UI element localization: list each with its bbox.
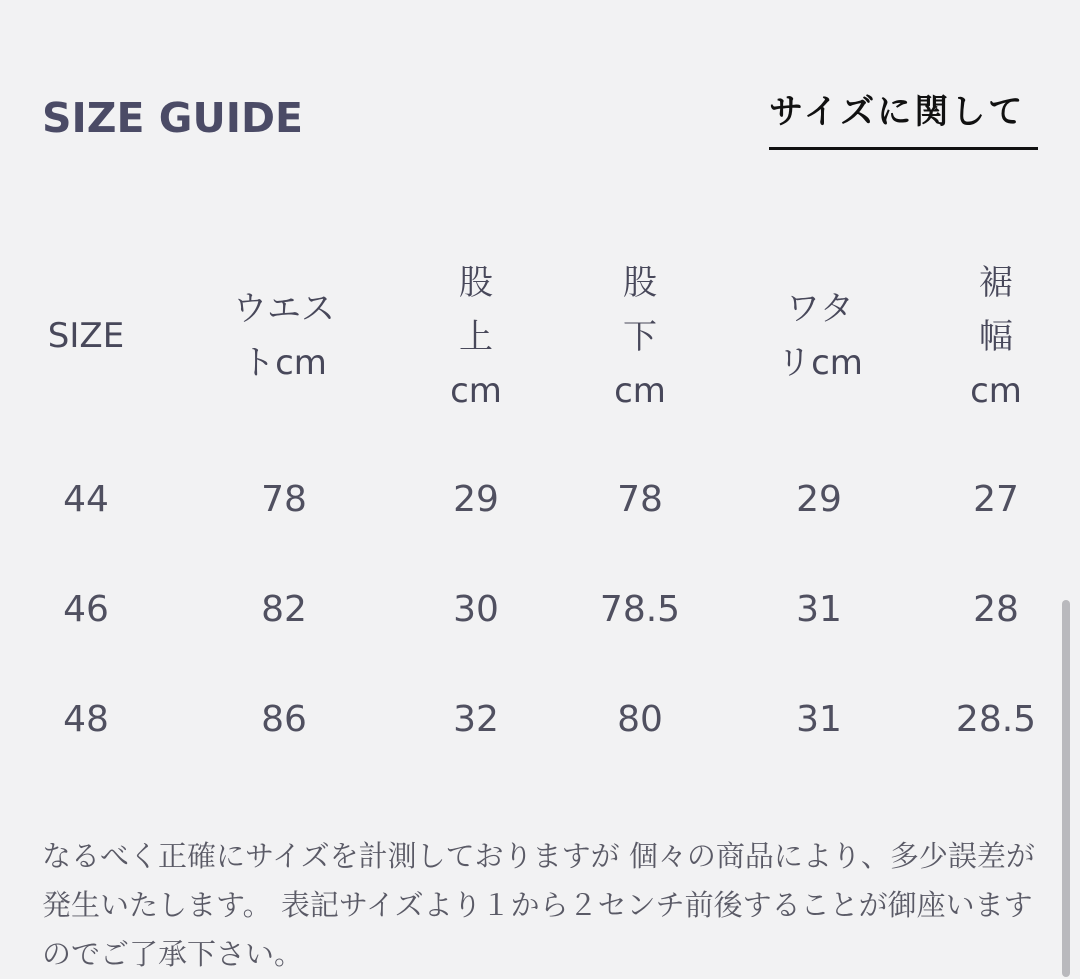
col-header-hem: 裾 幅 cm [970,263,1022,411]
col-header-thigh: ワタ リcm [777,289,863,383]
col-header-size: SIZE [47,316,125,356]
col-header-inseam: 股 下 cm [614,263,666,411]
table-cell: 80 [617,699,663,740]
table-cell: 32 [453,699,499,740]
table-cell: 78.5 [599,589,681,630]
measurement-note: なるべく正確にサイズを計測しておりますが 個々の商品により、多少誤差が発生いたします。 表記サイズより１から２センチ前後することが御座いますのでご了承下さい。 [42,839,1035,971]
table-cell: 28.5 [955,699,1037,740]
about-size-link[interactable]: サイズに関して [769,84,1038,150]
table-cell: 78 [261,479,307,520]
table-cell: 48 [63,699,109,740]
table-cell: 82 [261,589,307,630]
page-title: SIZE GUIDE [42,94,304,142]
table-cell: 31 [796,589,842,630]
table-cell: 30 [453,589,499,630]
table-cell: 29 [453,479,499,520]
table-cell: 86 [261,699,307,740]
table-cell: 29 [796,479,842,520]
table-cell: 78 [617,479,663,520]
col-header-rise: 股 上 cm [450,263,502,411]
table-cell: 28 [973,589,1019,630]
table-cell: 27 [973,479,1019,520]
table-cell: 46 [63,589,109,630]
col-header-waist: ウエス トcm [233,289,335,383]
scrollbar-thumb[interactable] [1062,600,1070,977]
table-cell: 44 [63,479,109,520]
table-cell: 31 [796,699,842,740]
